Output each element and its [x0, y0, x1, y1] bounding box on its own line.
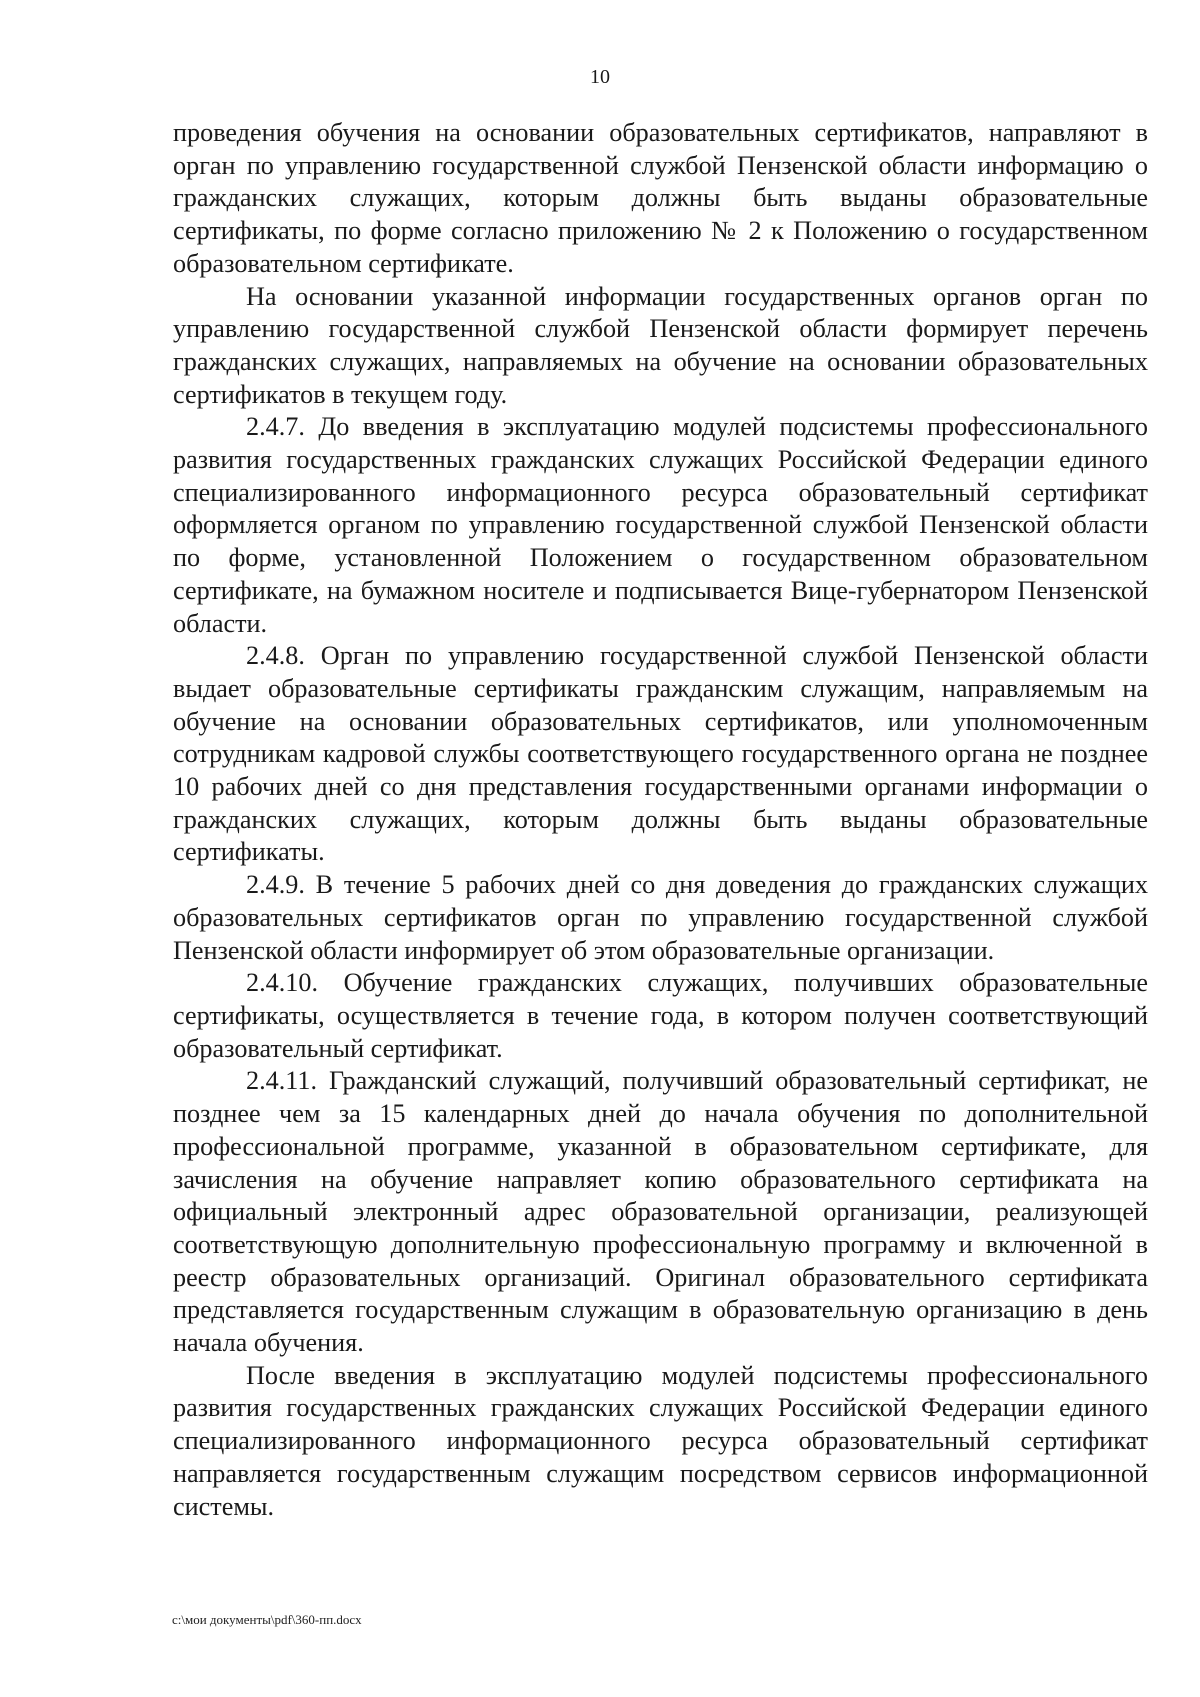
paragraph-2-4-7: 2.4.7. До введения в эксплуатацию модулей подсистемы профессионального развития государственных гражданских служащих Российской Федерации единого специализированного информационного ресурса образовательный сертификат оформляется органом по управлению государственной службой Пензенской области по форме, установленной Положением о государственном образовательном сертификате, на бумажном носителе и подписывается Вице-губернатором Пензенской области.: [173, 412, 1148, 638]
paragraph-information-basis: На основании указанной информации государственных органов орган по управлению государственной службой Пензенской области формирует перечень гражданских служащих, направляемых на обучение на основании образовательных сертификатов в текущем году.: [173, 281, 1148, 409]
footer-file-path: c:\мои документы\pdf\360-пп.docx: [172, 1612, 362, 1627]
paragraph-2-4-10: 2.4.10. Обучение гражданских служащих, получивших образовательные сертификаты, осуществляется в течение года, в котором получен соответствующий образовательный сертификат.: [173, 968, 1148, 1063]
document-body: [173, 117, 1148, 1523]
page-number: 10: [590, 66, 610, 88]
paragraph-after-implementation: После введения в эксплуатацию модулей подсистемы профессионального развития государственных гражданских служащих Российской Федерации единого специализированного информационного ресурса образовательный сертификат направляется государственным служащим посредством сервисов информационной системы.: [173, 1360, 1148, 1521]
paragraph-continuation: проведения обучения на основании образовательных сертификатов, направляют в орган по управлению государственной службой Пензенской области информацию о гражданских служащих, которым должны быть выданы образовательные сертификаты, по форме согласно приложению № 2 к Положению о государственном образовательном сертификате.: [173, 118, 1148, 278]
paragraph-2-4-9: 2.4.9. В течение 5 рабочих дней со дня доведения до гражданских служащих образовательных сертификатов орган по управлению государственной службой Пензенской области информирует об этом образовательные организации.: [173, 870, 1148, 965]
paragraph-2-4-8: 2.4.8. Орган по управлению государственной службой Пензенской области выдает образовательные сертификаты гражданским служащим, направляемым на обучение на основании образовательных сертификатов, или уполномоченным сотрудникам кадровой службы соответствующего государственного органа не позднее 10 рабочих дней со дня представления государственными органами информации о гражданских служащих, которым должны быть выданы образовательные сертификаты.: [173, 641, 1148, 867]
paragraph-2-4-11: 2.4.11. Гражданский служащий, получивший образовательный сертификат, не позднее чем за 15 календарных дней до начала обучения по дополнительной профессиональной программе, указанной в образовательном сертификате, для зачисления на обучение направляет копию образовательного сертификата на официальный электронный адрес образовательной организации, реализующей соответствующую дополнительную профессиональную программу и включенной в реестр образовательных организаций. Оригинал образовательного сертификата представляется государственным служащим в образовательную организацию в день начала обучения.: [173, 1066, 1148, 1358]
